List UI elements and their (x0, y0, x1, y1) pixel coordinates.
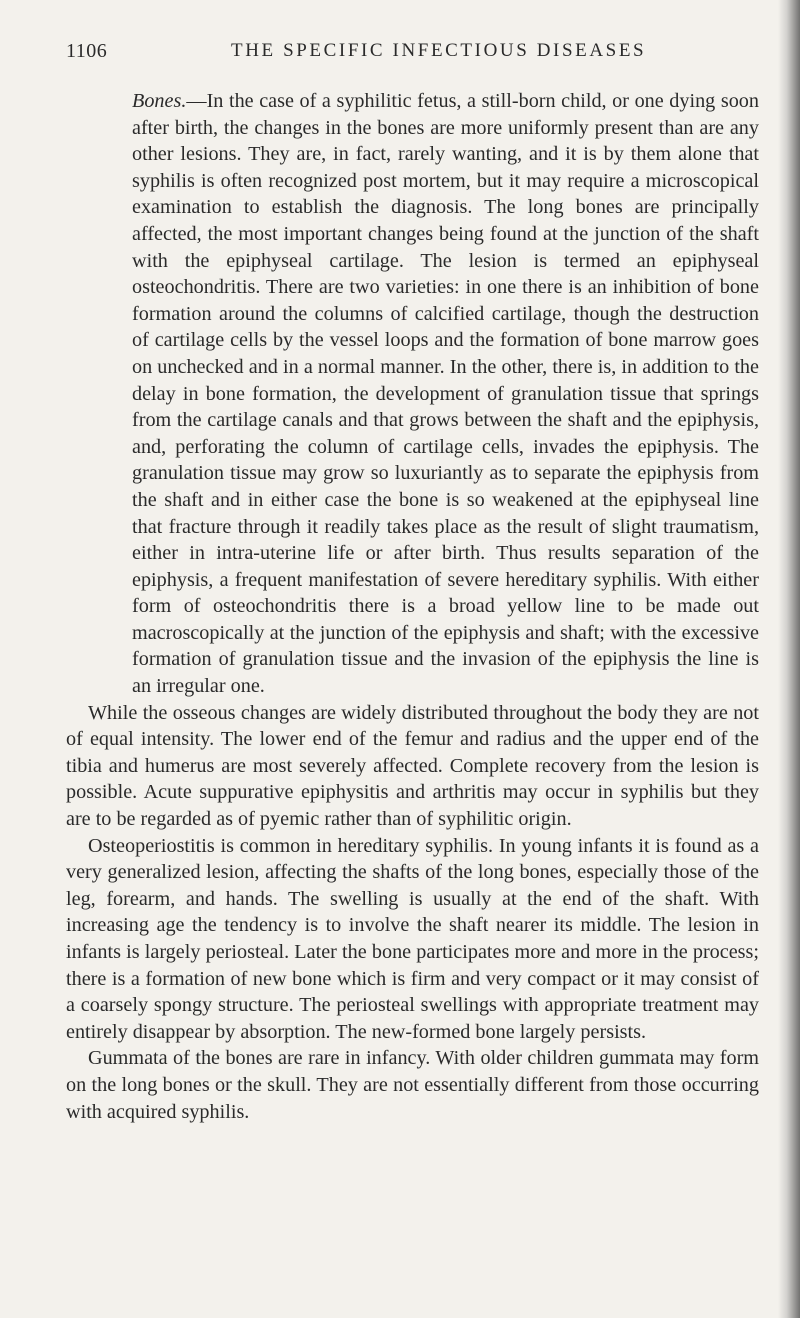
paragraph-bones (66, 88, 759, 700)
running-head (66, 40, 759, 70)
page-edge-shadow (778, 0, 800, 1318)
body-text (66, 88, 759, 1125)
page-number: 1106 (66, 40, 108, 62)
running-title: THE SPECIFIC INFECTIOUS DISEASES (231, 40, 647, 61)
section-heading: Bones. (132, 90, 187, 112)
paragraph-osseous-changes: While the osseous changes are widely distributed throughout the body they are not of equal intensity. The lower end of the femur and radius and the upper end of the tibia and humerus are most severely affected. Complete recovery from the lesion is possible. Acute suppurative epiphysitis and arthritis may occur in syphilis but they are to be regarded as of pyemic rather than of syphilitic origin. (66, 701, 759, 831)
paragraph-gummata: Gummata of the bones are rare in infancy. With older children gummata may form on the long bones or the skull. They are not essentially different from those occurring with acquired syphilis. (66, 1047, 759, 1123)
paragraph-osteoperiostitis: Osteoperiostitis is common in hereditary syphilis. In young infants it is found as a very generalized lesion, affecting the shafts of the long bones, especially those of the leg, forearm, and hands. The swelling is usually at the end of the shaft. With increasing age the tendency is to involve the shaft nearer its middle. The lesion in infants is largely periosteal. Later the bone participates more and more in the process; there is a formation of new bone which is firm and very compact or it may consist of a coarsely spongy structure. The periosteal swellings with appropriate treatment may entirely disappear by absorption. The new-formed bone largely persists. (66, 834, 759, 1043)
paragraph-text: —In the case of a syphilitic fetus, a still-born child, or one dying soon after birth, the changes in the bones are more uniformly present than are any other lesions. They are, in fact, rarely wanting, and it is by them alone that syphilis is often recognized post mortem, but it may require a microscopical examination to establish the diagnosis. The long bones are principally affected, the most important changes being found at the junction of the shaft with the epiphyseal cartilage. The lesion is termed an epiphyseal osteochondritis. There are two varieties: in one there is an inhibition of bone formation around the columns of calcified cartilage, though the destruction of cartilage cells by the vessel loops and the formation of bone marrow goes on unchecked and in a normal manner. In the other, there is, in addition to the delay in bone formation, the development of granulation tissue that springs from the cartilage canals and that grows between the shaft and the epiphysis, and, perforating the column of cartilage cells, invades the epiphysis. The granulation tissue may grow so luxuriantly as to separate the epiphysis from the shaft and in either case the bone is so weakened at the epiphyseal line that fracture through it readily takes place as the result of slight traumatism, either in intra-uterine life or after birth. Thus results separation of the epiphysis, a frequent manifestation of severe hereditary syphilis. With either form of osteochondritis there is a broad yellow line to be made out macroscopically at the junction of the epiphysis and shaft; with the excessive formation of granulation tissue and the invasion of the epiphysis the line is an irregular one. (132, 90, 759, 698)
